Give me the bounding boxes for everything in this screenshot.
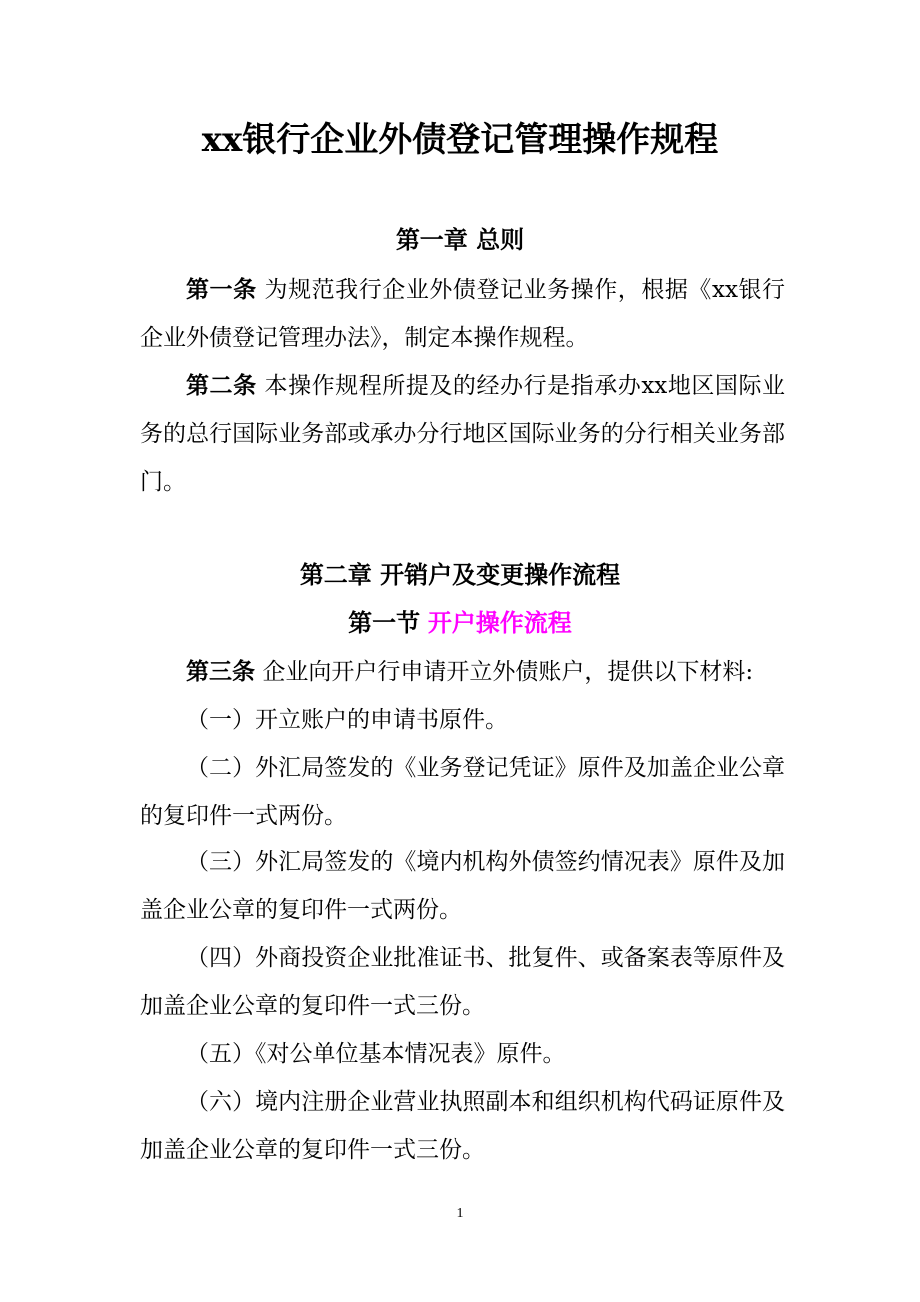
article-2-label: 第二条: [186, 372, 257, 399]
section-1-label: 第一节: [348, 608, 421, 637]
list-item-4: （四）外商投资企业批准证书、批复件、或备案表等原件及加盖企业公章的复印件一式三份。: [140, 945, 785, 1019]
list-item-6: （六）境内注册企业营业执照副本和组织机构代码证原件及加盖企业公章的复印件一式三份。: [140, 1089, 785, 1163]
list-item-5: （五）《对公单位基本情况表》原件。: [186, 1041, 566, 1067]
document-title: xx银行企业外债登记管理操作规程: [201, 120, 719, 160]
article-3: [140, 648, 785, 696]
article-2: [140, 362, 785, 506]
page-number: 1: [456, 1206, 464, 1221]
section-1-heading: [0, 603, 920, 643]
article-1-text: 为规范我行企业外债登记业务操作，根据《xx银行企业外债登记管理办法》，制定本操作规程。: [140, 277, 786, 351]
list-item-2: （二）外汇局签发的《业务登记凭证》原件及加盖企业公章的复印件一式两份。: [140, 755, 785, 829]
article-3-text: 企业向开户行申请开立外债账户，提供以下材料:: [262, 659, 754, 685]
article-1: [140, 266, 785, 362]
article-2-text: 本操作规程所提及的经办行是指承办xx地区国际业务的总行国际业务部或承办分行地区国际业务的分行相关业务部门。: [140, 373, 786, 495]
chapter-1-heading: 第一章 总则: [395, 225, 525, 254]
section-1-title: 开户操作流程: [427, 608, 572, 637]
list-item-3: （三）外汇局签发的《境内机构外债签约情况表》原件及加盖企业公章的复印件一式两份。: [140, 849, 785, 923]
article-3-label: 第三条: [186, 658, 255, 685]
article-1-label: 第一条: [186, 276, 257, 303]
list-item-1: （一）开立账户的申请书原件。: [186, 707, 508, 733]
chapter-2-heading: 第二章 开销户及变更操作流程: [299, 560, 621, 589]
